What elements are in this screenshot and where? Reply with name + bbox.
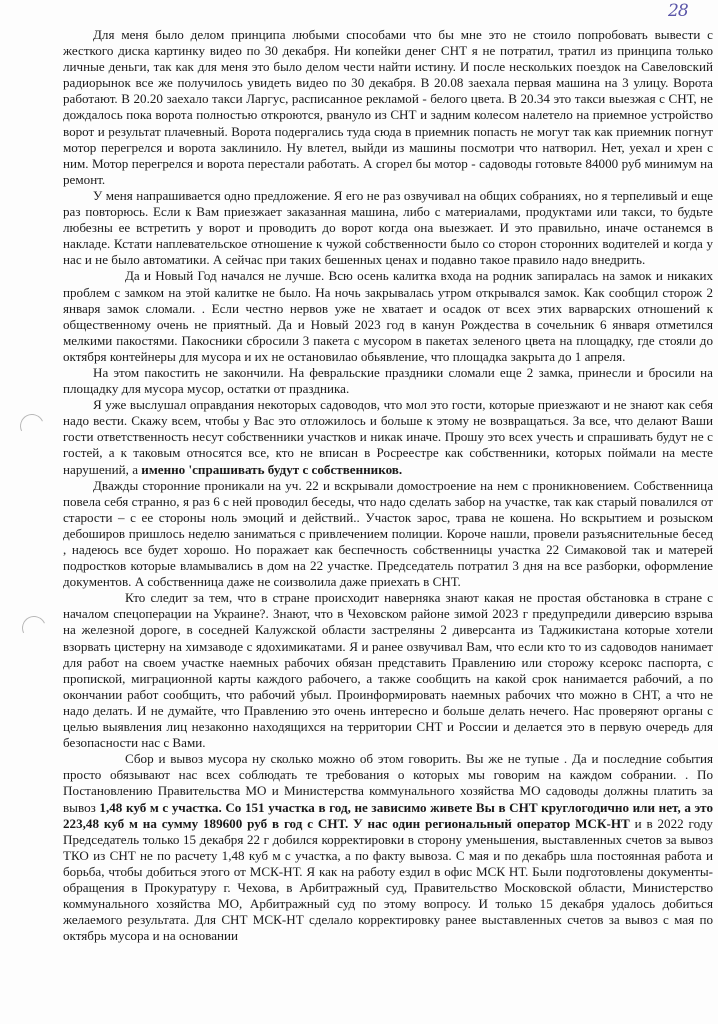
- paragraph-february: На этом пакостить не закончили. На февральские праздники сломали еще 2 замка, принесли и бросили на площадку для мусора мусор, остатки от праздника.: [63, 364, 713, 397]
- paragraph-video-investigation: Для меня было делом принципа любыми способами что бы мне это не стоило попробовать вывести с жесткого диска картинку видео по 30 декабря. Ни копейки денег СНТ я не потратил, тратил из принципа только личные деньги, так как для меня это было делом чести найти истину. И после нескольких поездок на Савеловский радиорынок все же получилось увидеть видео по 30 декабря. В 20.08 заехала первая машина на 3 улицу. Ворота работают. В 20.20 заехало такси Ларгус, расписанное рекламой - белого цвета. В 20.34 это такси выезжая с СНТ, не дождалось пока ворота полностью откроются, рвануло из СНТ и задним колесом налетело на приемное устройство ворот и результат плачевный. Ворота подергались туда сюда в приемник попасть не могут так как приемник погнут мотор перегрелся и ворота заклинило. Ну влетел, выйди из машины посмотри что натворил. Нет, уехал и хрен с ним. Мотор перегрелся и ворота перестали работать. А сгорел бы мотор - садоводы готовьте 84000 руб минимум на ремонт.: [63, 27, 713, 187]
- paragraph-new-year: Да и Новый Год начался не лучше. Всю осень калитка входа на родник запиралась на замок и никаких проблем с замком на этой калитке не было. На ночь закрывалась утром открывался замок. Как сообщил сторож 2 января замок сломали. . Если честно нервов уже не хватает и осадок от всех этих варварских отношений к общественному очень не приятный. Да и Новый 2023 год в канун Рождества в сочельник 6 января отметился мелкими пакостями. Пакосники сбросили 3 пакета с мусором в пакетах зеленого цвета на площадку, где стояли до октября контейнеры для мусора и их не остановилао обьявление, что площадка закрыта до 1 апреля.: [63, 268, 713, 364]
- handwritten-page-number: 28: [668, 1, 688, 21]
- paragraph-garbage-continuation: и в 2022 году Председатель только 15 декабря 22 г добился корректировки в сторону уменьшения, выставленных счетов за вывоз ТКО из СНТ не по расчету 1,48 куб м с участка, а по факту вывоза. С мая и по декабрь шла постоянная работа и борьба, чтобы добиться этого от МСК-НТ. Я как на работу ездил в офис МСК НТ. Были подготовлены документы-обращения в Прокуратуру г. Чехова, в Арбитражный суд, Правительство Московской области, Министерство коммунального хозяйства МО, Арбитражный суд по этому вопросу. И только 15 декабря удалось добиться желаемого результата. Для СНТ МСК-НТ сделало корректировку ранее выставленных счетов за вывоз с мая по октябрь мусора и на основании: [63, 815, 713, 944]
- paragraph-guests: [63, 397, 713, 477]
- paragraph-garbage: [63, 751, 713, 944]
- margin-mark: [19, 613, 50, 644]
- margin-mark: [17, 411, 48, 442]
- document-body: [63, 27, 713, 944]
- paragraph-security: Кто следит за тем, что в стране происходит наверняка знают какая не простая обстановка в стране с началом спецоперации на Украине?. Знают, что в Чеховском районе зимой 2023 г предупредили диверсию взрыва на железной дороге, в соседней Калужской области застреляны 2 диверсанта из Таджикистана которые хотели взорвать цистерну на химзаводе с ядохимикатами. Я и ранее озвучивал Вам, что если кто то из садоводов нанимает для работ на своем участке наемных рабочих обязан представить Правлению или сторожу ксерокс паспорта, с пропиской, миграционной карты каждого рабочего, а также сообщить на какой срок нанимается рабочий, а по окончании работ сообщить, что рабочий убыл. Проинформировать наемных рабочих что можно в СНТ, а что не надо делать. И не думайте, что Правлению это очень интересно и больше делать нечего. Нас проверяют органы с целью выявления лиц незаконно находящихся на территории СНТ и России и делается это в первую очередь для безопасности нас с Вами.: [63, 590, 713, 751]
- paragraph-garbage-text: Сбор и вывоз мусора ну сколько можно об этом говорить. Вы же не тупые . Да и последние события просто обязывают нас всех соблюдать те требования о которых мы говорим на каждом собрании. . По Постановлению Правительства МО и Министерства коммунального хозяйства МО садоводы должны платить за вывоз: [63, 751, 713, 815]
- paragraph-plot-22: Дважды сторонние проникали на уч. 22 и вскрывали домостроение на нем с проникновением. Собственница повела себя странно, я раз 6 с ней проводил беседы, что надо сделать забор на участке, так как старый повалился от старости – с ее стороны ноль эмоций и действий.. Участок зарос, трава не кошена. Но вскрытием и розыском дебоширов пришлось неделю заниматься с привлечением полиции. Короче нашли, провели разъяснительные бесед , надеюсь все будет хорошо. Но поражает как беспечность собственницы участка 22 Симаковой так и матерей подростков которые вламывались в дом на 22 участке. Председатель потратил 3 дня на все разборки, оформление документов. А собственница даже не соизволила даже приехать в СНТ.: [63, 477, 713, 590]
- paragraph-guests-emphasis: именно 'спрашивать будут с собственников.: [141, 461, 403, 477]
- paragraph-guests-text: Я уже выслушал оправдания некоторых садоводов, что мол это гости, которые приезжают и не знают как себя надо вести. Скажу всем, чтобы у Вас это отложилось и больше к этому не возвращаться. За все, что делают Ваши гости ответственность несут собственники участков и никак иначе. Прошу это всех учесть и спрашивать будут не с гостей, а к таковым относятся все, кто не вписан в Росреестре как собственники, которых поймали на месте нарушений, а: [63, 397, 713, 477]
- paragraph-proposal: У меня напрашивается одно предложение. Я его не раз озвучивал на общих собраниях, но я терпеливый и еще раз повторюсь. Если к Вам приезжает заказанная машина, либо с материалами, продуктами или такси, то будьте любезны ее встретить у ворот и проводить до ворот когда она выезжает. И это правильно, иначе останемся в накладе. Кстати наплевательское отношение к чужой собственности было со сторон сторонних водителей и когда у нас и не было автоматики. А сейчас при таких бешенных ценах и подавно такое правило надо внедрить.: [63, 187, 713, 268]
- paragraph-garbage-emphasis: 1,48 куб м с участка. Со 151 участка в год, не зависимо живете Вы в СНТ круглогодично или нет, а это 223,48 куб м на сумму 189600 руб в год с СНТ. У нас один региональный оператор МСК-НТ: [63, 799, 713, 831]
